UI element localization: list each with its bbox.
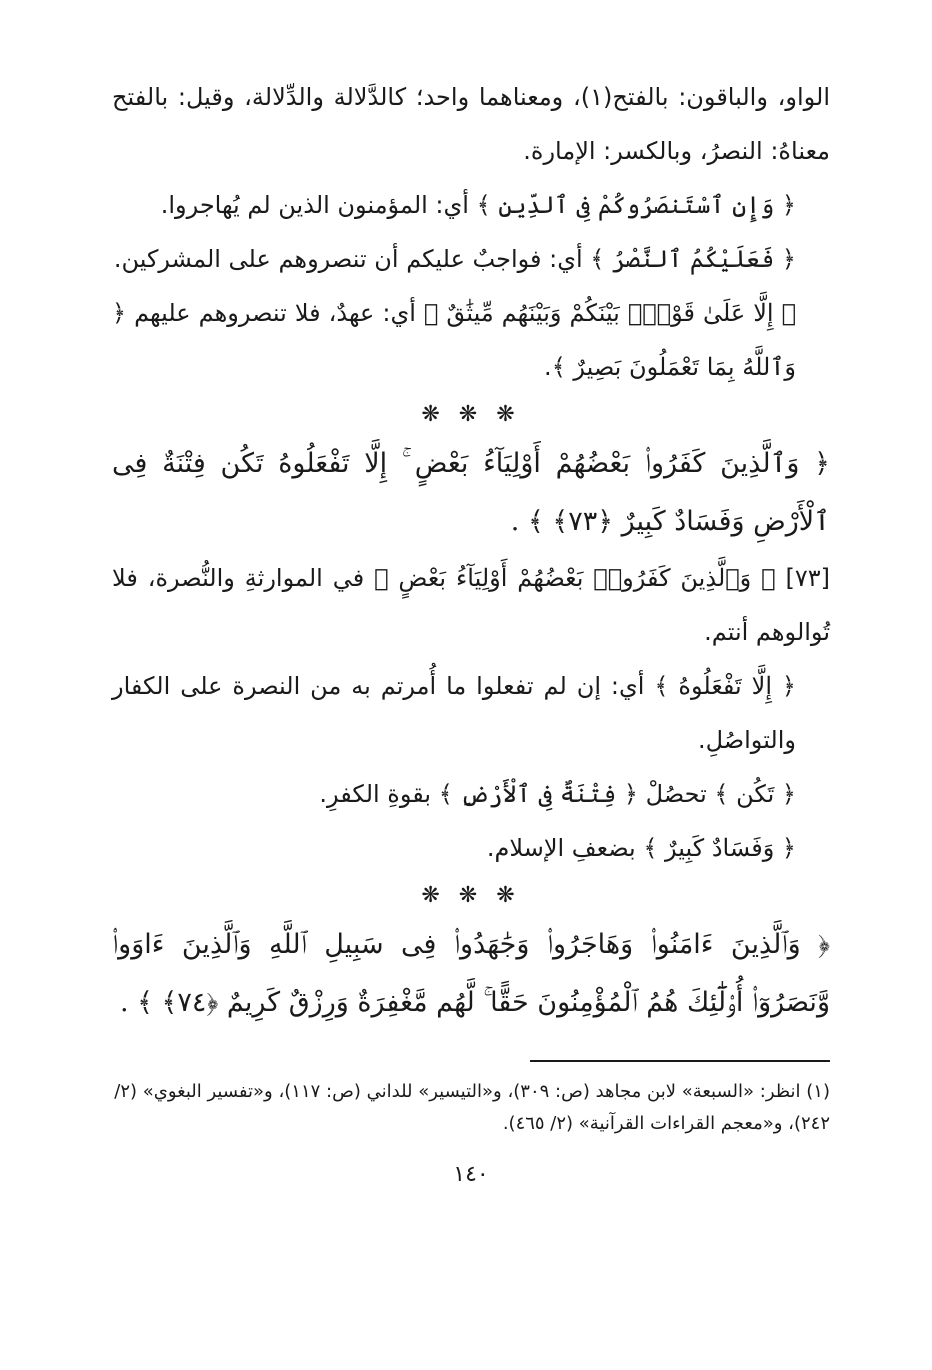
verse-73: ﴿ وَٱلَّذِينَ كَفَرُوا۟ بَعْضُهُمْ أَوْلِيَآءُ بَعْضٍ ۚ إِلَّا تَفْعَلُوهُ تَكُن فِتْنَةٌ فِى ٱلْأَرْضِ وَفَسَادٌ كَبِيرٌ ﴿٧٣﴾ ﴾ . — [112, 448, 830, 537]
quran-quote: ﴿ إِلَّا تَفْعَلُوهُ ﴾ — [654, 672, 796, 700]
paragraph-5 — [112, 551, 830, 659]
verse-number: [٧٣] — [775, 564, 830, 592]
commentary-text: تحصُلْ — [637, 780, 715, 808]
section-separator: ❋ ❋ ❋ — [421, 883, 521, 908]
paragraph-4 — [112, 286, 830, 394]
quran-quote: ﴿ وَإِنِ ٱسْتَنصَرُوكُمْ فِى ٱلدِّينِ ﴾ — [476, 191, 796, 219]
footnote-marker: (١) — [806, 1081, 830, 1102]
footnote-text: انظر: «السبعة» لابن مجاهد (ص: ٣٠٩)، و«التيسير» للداني (ص: ١١٧)، و«تفسير البغوي» (٢/ ٢٤٢)، و«معجم القراءات القرآنية» (٢/ ٤٦٥). — [114, 1081, 830, 1134]
commentary-text: بقوةِ الكفرِ. — [319, 780, 439, 808]
footnote-divider — [530, 1060, 830, 1062]
footnote — [112, 1076, 830, 1140]
paragraph-8 — [112, 821, 830, 875]
commentary-text: أي: المؤمنون الذين لم يُهاجروا. — [160, 191, 477, 219]
paragraph-3 — [112, 232, 830, 286]
quran-quote: ﴿ فِتْنَةٌ فِى ٱلْأَرْضِ ﴾ — [438, 780, 638, 808]
verse-74: ﴿ وَٱلَّذِينَ ءَامَنُوا۟ وَهَاجَرُوا۟ وَجَٰهَدُوا۟ فِى سَبِيلِ ٱللَّهِ وَٱلَّذِينَ ءَاوَوا۟ وَّنَصَرُوٓا۟ أُو۟لَٰٓئِكَ هُمُ ٱلْمُؤْمِنُونَ حَقًّا ۚ لَّهُم مَّغْفِرَةٌ وَرِزْقٌ كَرِيمٌ ﴿٧٤﴾ ﴾ . — [112, 929, 830, 1018]
commentary-text: أي: فواجبٌ عليكم أن تنصروهم على المشركين. — [113, 245, 591, 273]
paragraph-2 — [112, 178, 830, 232]
quran-quote: ﴿ وَٱلَّذِينَ كَفَرُوا۟ بَعْضُهُمْ أَوْلِيَآءُ بَعْضٍ ﴾ — [374, 564, 776, 592]
commentary-text: بضعفِ الإسلام. — [486, 834, 644, 862]
paragraph-6 — [112, 659, 830, 767]
book-page — [112, 70, 830, 1310]
quran-quote: ﴿ وَفَسَادٌ كَبِيرٌ ﴾ — [643, 834, 796, 862]
commentary-text: أي: عهدٌ، فلا تنصروهم عليهم — [126, 299, 424, 327]
page-number: ١٤٠ — [453, 1162, 489, 1187]
quran-quote: ﴿ وَٱللَّهُ بِمَا تَعْمَلُونَ بَصِيرٌ ﴾ — [112, 299, 796, 381]
quran-quote: ﴿ تَكُن ﴾ — [714, 780, 796, 808]
commentary-text: . — [544, 353, 552, 381]
section-separator: ❋ ❋ ❋ — [421, 402, 521, 427]
quran-quote: ﴿ إِلَّا عَلَىٰ قَوْمٍۭ بَيْنَكُمْ وَبَيْنَهُم مِّيثَٰقٌ ﴾ — [423, 299, 796, 327]
commentary-text: في الموارثةِ والنُّصرة، فلا تُوالوهم أنتم. — [112, 564, 830, 646]
commentary-text: أي: إن لم تفعلوا ما أُمرتم به من النصرة على الكفار والتواصُلِ. — [112, 672, 796, 754]
paragraph-7 — [112, 767, 830, 821]
paragraph-1: الواو، والباقون: بالفتح(١)، ومعناهما واحد؛ كالدَّلالة والدِّلالة، وقيل: بالفتح معناهُ: النصرُ، وبالكسر: الإمارة. — [112, 83, 830, 165]
quran-quote: ﴿ فَعَلَيْكُمُ ٱلنَّصْرُ ﴾ — [590, 245, 796, 273]
